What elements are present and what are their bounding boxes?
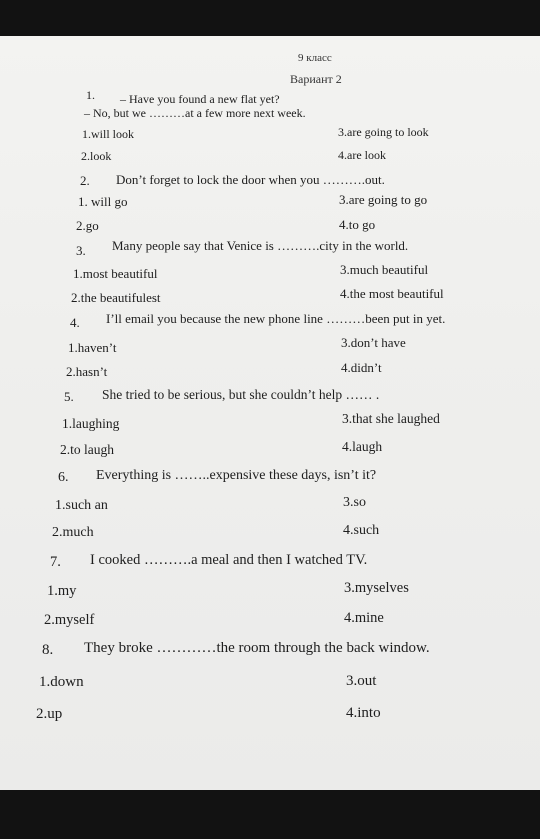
option-4[interactable]: 4.to go — [339, 217, 376, 232]
option-3[interactable]: 3.don’t have — [341, 335, 406, 350]
question-text: I cooked ……….a meal and then I watched TV. — [90, 552, 368, 568]
question-text-line-1: – Have you found a new flat yet? — [120, 92, 280, 106]
option-1[interactable]: 1.my — [47, 583, 77, 599]
option-4[interactable]: 4.the most beautiful — [340, 286, 444, 301]
option-1[interactable]: 1.most beautiful — [73, 266, 158, 281]
variant-heading: Вариант 2 — [290, 72, 342, 86]
option-2[interactable]: 2.the beautifulest — [71, 290, 161, 305]
question-number: 6. — [58, 470, 69, 485]
question-number: 8. — [42, 642, 54, 658]
option-3[interactable]: 3.that she laughed — [342, 411, 440, 426]
option-1[interactable]: 1.such an — [55, 498, 108, 513]
option-3[interactable]: 3.myselves — [344, 580, 409, 596]
question-number: 1. — [86, 88, 95, 102]
option-3[interactable]: 3.much beautiful — [340, 262, 429, 277]
option-2[interactable]: 2.go — [76, 218, 99, 233]
option-4[interactable]: 4.mine — [344, 610, 384, 626]
option-4[interactable]: 4.laugh — [342, 439, 383, 454]
option-2[interactable]: 2.myself — [44, 612, 95, 628]
option-3[interactable]: 3.out — [346, 673, 377, 689]
option-4[interactable]: 4.such — [343, 523, 380, 538]
question-number: 2. — [80, 173, 90, 188]
option-3[interactable]: 3.are going to go — [339, 192, 428, 207]
option-1[interactable]: 1.down — [39, 674, 84, 690]
question-number: 3. — [76, 243, 86, 258]
question-text: Many people say that Venice is ……….city in the world. — [112, 238, 409, 253]
option-1[interactable]: 1.will look — [82, 127, 135, 141]
worksheet-page — [0, 36, 540, 790]
question-number: 4. — [70, 315, 80, 330]
question-text: Everything is ……..expensive these days, isn’t it? — [96, 468, 377, 483]
option-3[interactable]: 3.so — [343, 495, 366, 510]
option-2[interactable]: 2.up — [36, 706, 63, 722]
question-text-line-2: – No, but we ………at a few more next week. — [84, 106, 306, 120]
question-text: They broke …………the room through the back window. — [84, 640, 430, 656]
question-text: Don’t forget to lock the door when you ……….out. — [116, 172, 385, 187]
option-2[interactable]: 2.look — [81, 149, 112, 163]
option-4[interactable]: 4.are look — [338, 148, 386, 162]
option-2[interactable]: 2.to laugh — [60, 442, 114, 457]
option-2[interactable]: 2.hasn’t — [66, 364, 108, 379]
option-4[interactable]: 4.didn’t — [341, 360, 382, 375]
question-number: 7. — [50, 554, 61, 570]
option-1[interactable]: 1.laughing — [62, 416, 120, 431]
option-3[interactable]: 3.are going to look — [338, 125, 429, 139]
question-text: She tried to be serious, but she couldn’t help …… . — [102, 387, 380, 402]
option-1[interactable]: 1.haven’t — [68, 340, 117, 355]
option-2[interactable]: 2.much — [52, 525, 94, 540]
question-number: 5. — [64, 389, 74, 404]
grade-heading: 9 класс — [298, 52, 332, 64]
option-4[interactable]: 4.into — [346, 705, 381, 721]
question-text: I’ll email you because the new phone line ………been put in yet. — [106, 311, 446, 326]
option-1[interactable]: 1. will go — [78, 194, 128, 209]
